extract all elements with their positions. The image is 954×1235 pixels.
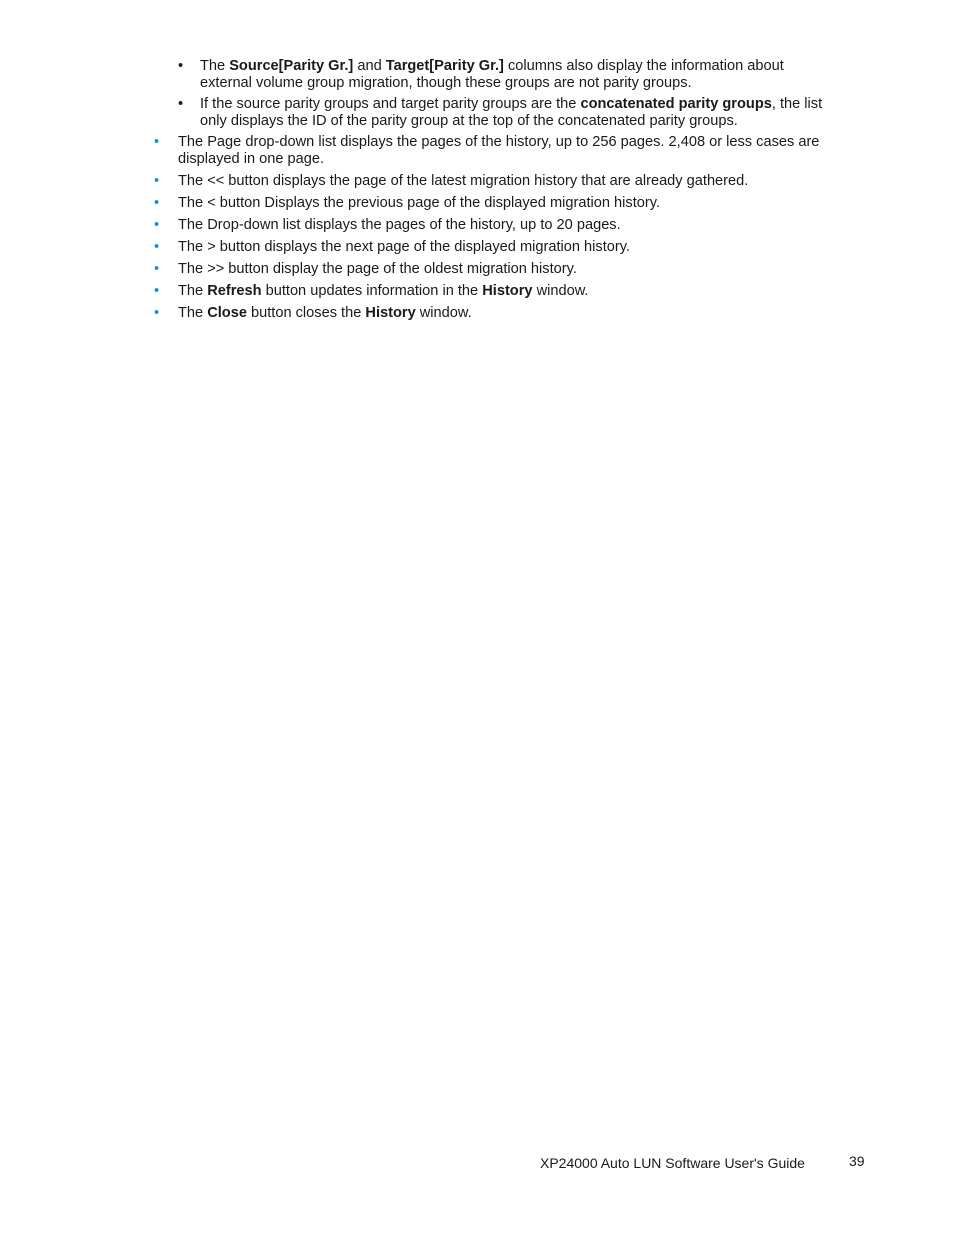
bullet-icon: • [178, 96, 184, 112]
bold-term: Target[Parity Gr.] [385, 58, 504, 74]
list-item: • The Close button closes the History window. [154, 305, 472, 321]
bold-term: Source[Parity Gr.] [229, 58, 354, 74]
bold-term: concatenated parity groups [580, 96, 772, 112]
bold-term: History [365, 305, 416, 321]
document-body [154, 58, 824, 327]
sub-bullet-item: • The Source[Parity Gr.] and Target[Parity Gr.] columns also display the information about external volume group migration, though these groups are not parity groups. [178, 58, 784, 91]
blue-bullet-icon: • [154, 195, 160, 211]
list-item-text: The > button displays the next page of the displayed migration history. [178, 239, 630, 255]
list-item [154, 261, 824, 278]
list-item [154, 134, 824, 168]
main-bullet-list [154, 134, 824, 322]
bullet-icon: • [178, 58, 184, 74]
list-item [154, 173, 824, 190]
list-item-text: The < button Displays the previous page of the displayed migration history. [178, 195, 660, 211]
sub-bullet-item: • If the source parity groups and target parity groups are the concatenated parity groups, the list only displays the ID of the parity group at the top of the concatenated parity groups. [178, 96, 823, 129]
list-item-text: The >> button display the page of the oldest migration history. [178, 261, 577, 277]
page-number: 39 [849, 1153, 865, 1169]
list-item [154, 217, 824, 234]
list-item [154, 239, 824, 256]
list-item-text: The << button displays the page of the latest migration history that are already gathered. [178, 173, 749, 189]
blue-bullet-icon: • [154, 173, 160, 189]
blue-bullet-icon: • [154, 261, 160, 277]
bold-term: Refresh [207, 283, 262, 299]
blue-bullet-icon: • [154, 283, 160, 299]
footer-title: XP24000 Auto LUN Software User's Guide [540, 1155, 805, 1171]
list-item [154, 195, 824, 212]
blue-bullet-icon: • [154, 217, 160, 233]
blue-bullet-icon: • [154, 134, 160, 150]
blue-bullet-icon: • [154, 305, 160, 321]
list-item-text: The Page drop-down list displays the pages of the history, up to 256 pages. 2,408 or less cases are displayed in one page. [178, 134, 820, 167]
blue-bullet-icon: • [154, 239, 160, 255]
bold-term: History [482, 283, 533, 299]
list-item: • The Refresh button updates information in the History window. [154, 283, 589, 299]
bold-term: Close [207, 305, 247, 321]
list-item-text: The Drop-down list displays the pages of the history, up to 20 pages. [178, 217, 621, 233]
sub-bullet-list [154, 58, 824, 130]
